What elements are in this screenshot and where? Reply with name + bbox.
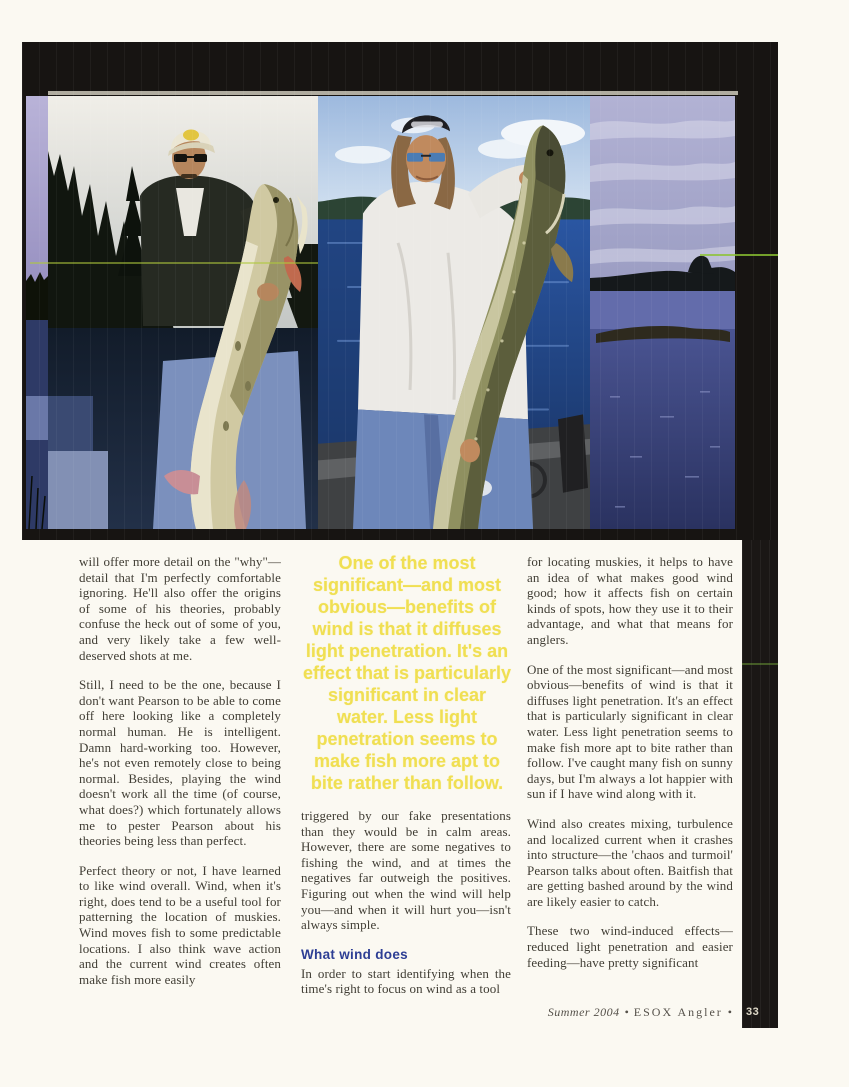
body-paragraph: will offer more detail on the "why"—detail that I'm perfectly comfortable ignoring. He'll also offer the origins of some of his theories, probably confuse the heck out of some of you, and very likely take a few well-deserved shots at me. <box>79 554 281 663</box>
body-paragraph: One of the most significant—and most obvious—benefits of wind is that it diffuses light penetration. It's an effect that is particularly significant in clear water. Less light penetration seems to make fish more apt to bite rather than follow. I've caught many fish on sunny days, but I'm always a lot happier with sun if I have wind along with it. <box>527 661 733 802</box>
frame-divider-line <box>48 91 738 95</box>
section-heading: What wind does <box>301 946 408 962</box>
photo-montage-frame <box>22 42 778 540</box>
page-number: 33 <box>746 1006 760 1018</box>
footer-separator: • <box>727 1005 732 1019</box>
body-paragraph: These two wind-induced effects—reduced light penetration and easier feeding—have pretty significant <box>527 923 733 970</box>
body-paragraph: Perfect theory or not, I have learned to like wind overall. Wind, when it's right, does tend to be a useful tool for patterning the location of muskies. Wind moves fish to some predictable locations. I also think wave action and the current wind creates often make fish more easily <box>79 862 281 987</box>
right-black-bar <box>742 540 778 1028</box>
footer <box>337 1005 737 1020</box>
footer-issue: Summer 2004 <box>547 1005 620 1019</box>
photo-left-angler-muskie <box>48 96 318 529</box>
body-paragraph: triggered by our fake presentations than they would be in calm areas. However, there are some negatives to fishing the wind, and at times the negatives far outweigh the positives. Figuring out when the wind will help you—and when it will hurt you—isn't always simple. <box>301 808 511 933</box>
body-paragraph: Wind also creates mixing, turbulence and localized current when it crashes into structure—the 'chaos and turmoil' Pearson talks about often. Baitfish that are getting bashed around by the wind are likely easier to catch. <box>527 815 733 909</box>
article-column-2 <box>301 552 511 1011</box>
body-paragraph: for locating muskies, it helps to have an idea of what makes good wind good; how it affects fish on certain kinds of spots, how they use it to their advantage, and what that means for anglers. <box>527 554 733 647</box>
body-paragraph: In order to start identifying when the time's right to focus on wind as a tool <box>301 965 511 997</box>
footer-magazine: ESOX Angler <box>633 1005 723 1019</box>
footer-separator: • <box>624 1005 629 1019</box>
photo-right-lake <box>590 96 735 529</box>
photo-center-angler-muskie <box>318 96 590 529</box>
article-column-3 <box>527 554 733 984</box>
article-column-1 <box>79 554 281 1001</box>
pull-quote: One of the most significant—and most obvious—benefits of wind is that it diffuses light penetration. It's an effect that is particularly significant in clear water. Less light penetration seems to make fish more apt to bite rather than follow. <box>302 553 512 793</box>
body-paragraph: Still, I need to be the one, because I don't want Pearson to be able to come off here looking like a completely normal human. He is intelligent. Damn hard-working too. However, he's not even remotely close to being normal. Besides, playing the wind doesn't work all the time (of course, what does?) which fortunately allows me to pester Pearson about his theories being less than perfect. <box>79 677 281 849</box>
photo-lake-sliver <box>26 96 48 529</box>
